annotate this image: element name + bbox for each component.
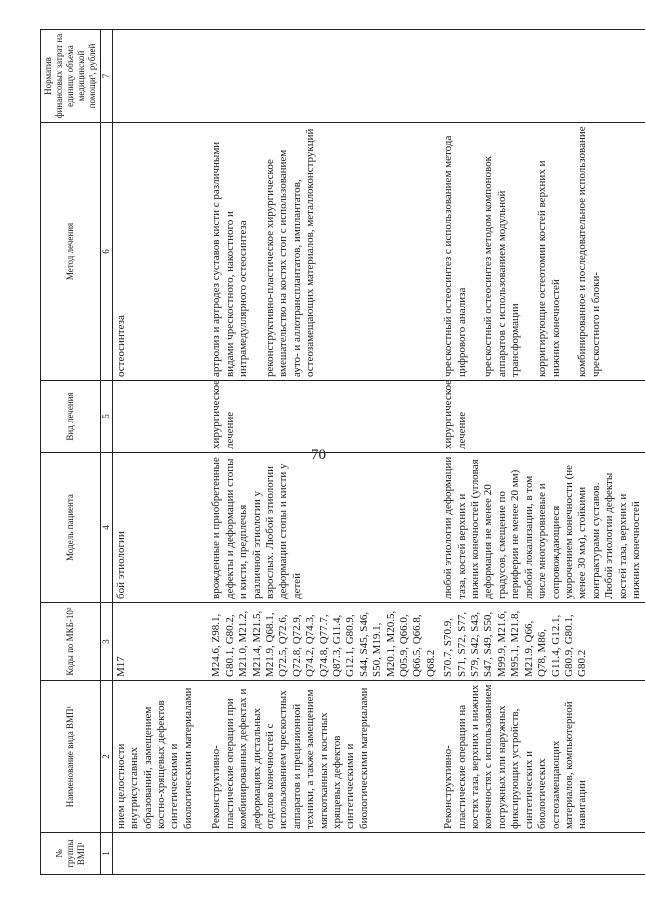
cell-codes: S70.7, S70.9, S71, S72, S77, S79, S42, S43, S47, S49, S50, M99.9, M21.6, M95.1, M21.8, M21.9, Q66, Q78, M86, G11.4, G12.1, G80.9, G80.1, G80.2 bbox=[440, 603, 645, 681]
cell-name: Реконструктивно-пластические операции на костях таза, верхних и нижних конечностях с использованием погружных или наружных фиксирующих устройств, синтетических и биологических остеозамещающих материалов, компьютерной навигации bbox=[440, 681, 645, 833]
col-number: 5 bbox=[100, 381, 112, 453]
table-row bbox=[112, 30, 208, 875]
vmp-table bbox=[40, 29, 645, 875]
col-number: 7 bbox=[100, 30, 112, 123]
rotated-table-sheet bbox=[40, 30, 642, 875]
cell-cost bbox=[112, 30, 208, 123]
cell-model: любой этиологии деформации таза, костей верхних и нижних конечностей (угловая деформация не менее 20 градусов, смещение по периферии не менее 20 мм) любой локализации, в том числе многоуровневые и сопровождающиеся укорочением конечности (не менее 30 мм), стойкими контрактурами суставов. Любой этиологии дефекты костей таза, верхних и нижних конечностей bbox=[440, 453, 645, 603]
cell-model: врожденные и приобретенные дефекты и деформации стопы и кисти, предплечья различной этиологии у взрослых. Любой этиологии деформации стопы и кисти у детей bbox=[208, 453, 440, 603]
cell-treatment: хирургическое лечение bbox=[440, 381, 645, 453]
table-row bbox=[440, 30, 645, 875]
header-treatment: Вид лечения bbox=[41, 381, 101, 453]
cell-cost bbox=[440, 30, 645, 123]
cell-codes: M17 bbox=[112, 603, 208, 681]
cell-method: артролиз и артродез суставов кисти с различными видами чрескостного, накостного и интрамедуллярного остеосинтеза реконструктивно-пластическое хирургическое вмешательство на костях стоп с использованием ауто- и аллотрансплантатов, имплантатов, остеозамещающих материалов, металлоконструкций bbox=[208, 123, 440, 381]
cell-group bbox=[440, 833, 645, 875]
table-header-row bbox=[41, 30, 101, 875]
cell-treatment: хирургическое лечение bbox=[208, 381, 440, 453]
header-cost: Норматив финансовых затрат на единицу объема медицинской помощи³, рублей bbox=[41, 30, 101, 123]
col-number: 1 bbox=[100, 833, 112, 875]
header-model: Модель пациента bbox=[41, 453, 101, 603]
column-number-row bbox=[100, 30, 112, 875]
cell-model: бой этиологии bbox=[112, 453, 208, 603]
col-number: 3 bbox=[100, 603, 112, 681]
cell-group bbox=[208, 833, 440, 875]
cell-name: нием целостности внутрисуставных образований, замещением костно-хрящевых дефектов синтетическими и биологическими материалами bbox=[112, 681, 208, 833]
cell-group bbox=[112, 833, 208, 875]
col-number: 6 bbox=[100, 123, 112, 381]
cell-treatment bbox=[112, 381, 208, 453]
header-method: Метод лечения bbox=[41, 123, 101, 381]
cell-cost bbox=[208, 30, 440, 123]
col-number: 2 bbox=[100, 681, 112, 833]
header-name: Наименование вида ВМП¹ bbox=[41, 681, 101, 833]
col-number: 4 bbox=[100, 453, 112, 603]
cell-method: чрескостный остеосинтез с использованием метода цифрового анализа чрескостный остеосинтез методом компоновок аппаратов с использованием модульной трансформации корригирующие остеотомии костей верхних и нижних конечностей комбинированное и последовательное использование чрескостного и блоки- bbox=[440, 123, 645, 381]
cell-name: Реконструктивно-пластические операции при комбинированных дефектах и деформациях дистальных отделов конечностей с использованием чрескостных аппаратов и прецизионной техники, а также замещением мягкотканных и костных хрящевых дефектов синтетическими и биологическими материалами bbox=[208, 681, 440, 833]
header-group: № группы ВМП¹ bbox=[41, 833, 101, 875]
page-number: 70 bbox=[311, 447, 326, 463]
table-row bbox=[208, 30, 440, 875]
header-codes: Коды по МКБ-10² bbox=[41, 603, 101, 681]
cell-codes: M24.6, Z98.1, G80.1, G80.2, M21.0, M21.2, M21.4, M21.5, M21.9, Q68.1, Q72.5, Q72.6, Q72.8, Q72.9, Q74.2, Q74.3, Q74.8, Q77.7, Q87.3, G11.4, G12.1, G80.9, S44, S45, S46, S50, M19.1, M20.1, M20.5, Q05.9, Q66.0, Q66.5, Q66.8, Q68.2 bbox=[208, 603, 440, 681]
cell-method: остеосинтеза bbox=[112, 123, 208, 381]
